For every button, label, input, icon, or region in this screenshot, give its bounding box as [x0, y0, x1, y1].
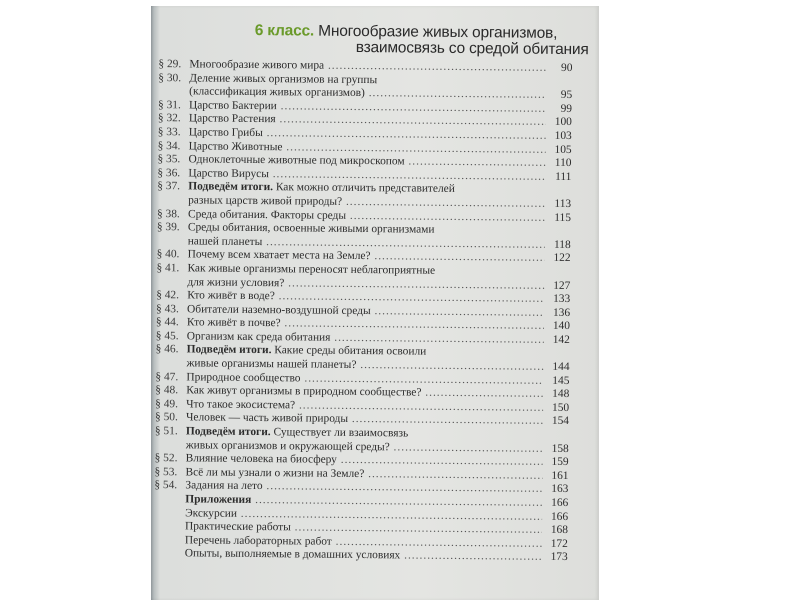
section-number: § 41.: [156, 262, 190, 276]
page-number: 136: [544, 306, 570, 320]
page-number: 166: [542, 510, 568, 524]
toc-row: [154, 547, 568, 565]
page-number: 127: [544, 279, 570, 293]
toc-entry-title: Царство Грибы: [189, 126, 263, 139]
toc-entry-title: Природное сообщество: [186, 371, 300, 384]
section-number: § 52.: [155, 452, 189, 466]
section-number: § 37.: [157, 180, 191, 194]
section-number: § 46.: [156, 344, 190, 358]
section-number: § 38.: [157, 208, 191, 222]
page-number: 122: [545, 252, 571, 266]
heading-title-line2: взаимосвязь со средой обитания: [255, 39, 591, 58]
page-number: 100: [546, 116, 572, 130]
page-number: 166: [542, 497, 568, 511]
grade-label: 6 класс.: [255, 22, 314, 40]
section-number: § 50.: [155, 411, 189, 425]
section-number: § 32.: [158, 112, 192, 126]
section-number: § 49.: [155, 398, 189, 412]
section-number: § 44.: [156, 316, 190, 330]
page-number: 173: [542, 551, 568, 565]
toc-entry-title: для жизни условия?: [187, 276, 284, 289]
toc-entry-title: Как живут организмы в природном сообществе?: [186, 385, 421, 399]
page-number: 168: [542, 524, 568, 538]
page-number: 158: [543, 442, 569, 456]
toc-entry-title: нашей планеты: [188, 235, 263, 248]
page-number: 161: [542, 470, 568, 484]
toc-entry-title: Кто живёт в почве?: [187, 317, 281, 330]
page-number: 99: [546, 103, 572, 117]
summary-label: Подведём итоги.: [187, 344, 272, 357]
page-number: 142: [544, 334, 570, 348]
page-number: 172: [542, 538, 568, 552]
toc-entry-title: Царство Вирусы: [188, 167, 269, 180]
toc-entry-title: Существует ли взаимосвязь: [273, 426, 408, 439]
section-number: § 30.: [158, 72, 192, 86]
toc-entry-title: Задания на лето: [185, 480, 262, 493]
summary-label: Подведём итоги.: [186, 425, 271, 438]
toc-entry-title: живых организмов и окружающей среды?: [186, 439, 390, 453]
page-number: 154: [543, 415, 569, 429]
summary-label: Приложения: [185, 493, 251, 506]
toc-entry-title: Кто живёт в воде?: [187, 289, 275, 302]
toc-entry-title: Что такое экосистема?: [186, 398, 295, 411]
toc-entry-title: Влияние человека на биосферу: [186, 453, 337, 466]
section-heading: [255, 23, 591, 58]
section-number: § 35.: [157, 153, 191, 167]
section-number: § 45.: [156, 330, 190, 344]
toc-entry-title: Экскурсии: [185, 507, 237, 519]
page-number: 133: [544, 293, 570, 307]
toc-entry-text: [185, 548, 542, 565]
page-content: [145, 6, 599, 604]
section-number: § 33.: [158, 126, 192, 140]
page-number: 140: [544, 320, 570, 334]
section-number: § 53.: [154, 466, 188, 480]
toc-entry-title: Как можно отличить представителей: [276, 182, 455, 196]
page-number: 118: [545, 239, 571, 253]
toc-entry-title: Деление живых организмов на группы: [189, 72, 377, 86]
section-number: § 39.: [157, 221, 191, 235]
toc-entry-title: Обитатели наземно-воздушной среды: [187, 303, 371, 317]
toc-entry-title: живые организмы нашей планеты?: [187, 357, 357, 371]
section-number: § 36.: [157, 167, 191, 181]
toc-entry-title: Почему всем хватает места на Земле?: [188, 249, 371, 263]
page-number: 148: [543, 388, 569, 402]
toc-entry-title: Какие среды обитания освоили: [274, 345, 426, 358]
toc-entry-title: (классификация живых организмов): [189, 86, 365, 100]
book-page: [151, 6, 599, 600]
toc-entry-title: Человек — часть живой природы: [186, 412, 348, 426]
page-number: 90: [546, 62, 572, 76]
page-number: 150: [543, 402, 569, 416]
toc-entry-title: Практические работы: [185, 521, 291, 534]
toc-entry-title: Опыты, выполняемые в домашних условиях: [185, 548, 401, 562]
page-number: 113: [545, 198, 571, 212]
toc-entry-title: Среда обитания. Факторы среды: [188, 208, 346, 222]
toc-entry-title: Перечень лабораторных работ: [185, 534, 332, 547]
page-number: 110: [545, 157, 571, 171]
page-number: 105: [546, 143, 572, 157]
section-number: § 54.: [154, 479, 188, 493]
section-number: § 40.: [157, 248, 191, 262]
page-number: 145: [543, 374, 569, 388]
toc-entry-title: Среды обитания, освоенные живыми организмами: [188, 221, 435, 235]
section-number: § 34.: [158, 140, 192, 154]
page-number: 103: [546, 130, 572, 144]
section-number: § 51.: [155, 425, 189, 439]
section-number: § 29.: [158, 58, 192, 72]
toc-entry-title: Царство Бактерии: [189, 99, 277, 112]
toc-entry-title: Как живые организмы переносят неблагоприятные: [187, 262, 435, 276]
toc-entry-title: Многообразие живого мира: [189, 58, 324, 71]
page-number: 95: [546, 89, 572, 103]
toc-entry-title: Царство Животные: [189, 140, 283, 153]
section-number: § 48.: [155, 384, 189, 398]
section-number: § 43.: [156, 303, 190, 317]
page-number: 115: [545, 211, 571, 225]
toc-entry-title: Организм как среда обитания: [187, 330, 331, 343]
toc-entry-title: разных царств живой природы?: [188, 194, 342, 207]
section-number: § 47.: [155, 371, 189, 385]
toc-entry-title: Всё ли мы узнали о жизни на Земле?: [185, 466, 364, 480]
toc-entry-title: Царство Растения: [189, 113, 276, 126]
summary-label: Подведём итоги.: [188, 181, 273, 194]
toc-entry-title: Одноклеточные животные под микроскопом: [188, 154, 404, 168]
heading-title-line1: Многообразие живых организмов,: [318, 23, 557, 42]
page-number: 111: [545, 171, 571, 185]
table-of-contents: [154, 58, 573, 565]
page-number: 163: [542, 483, 568, 497]
page-number: 159: [543, 456, 569, 470]
page-number: 144: [543, 361, 569, 375]
section-number: § 31.: [158, 99, 192, 113]
section-number: § 42.: [156, 289, 190, 303]
